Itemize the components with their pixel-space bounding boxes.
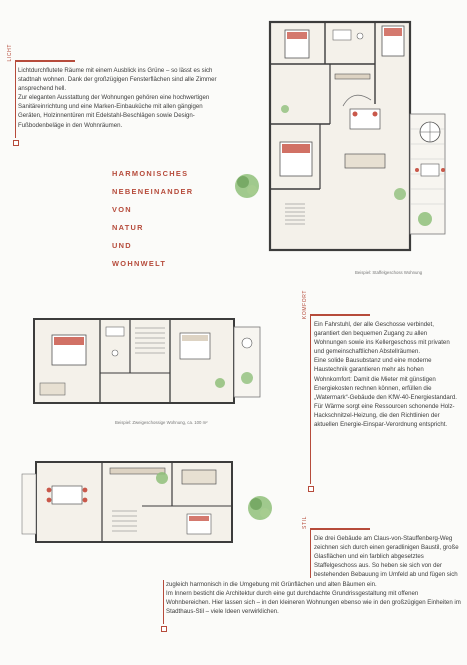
stil-left-rule — [310, 528, 311, 578]
tree-icon — [248, 496, 272, 520]
stil-paragraph-2: zugleich harmonisch in die Umgebung mit Grünflächen und alten Bäumen ein. — [166, 581, 377, 588]
komfort-top-rule — [310, 314, 370, 316]
plant-icon — [418, 212, 432, 226]
komfort-text — [314, 320, 459, 429]
plant-icon — [215, 378, 225, 388]
headline-line-6: WOHNWELT — [112, 259, 167, 268]
licht-paragraph-2: Zur eleganten Ausstattung der Wohnungen gehören eine hochwertigen Sanitäreinrichtung und eine Marken-Einbauküche mit allen gängigen Geräten, Holzinnentüren mit Edelstahl-Beschlägen sowie Design-Fußbodenbeläge in den Wohnräumen. — [18, 94, 210, 129]
floor-plan-zweigeschossig — [30, 313, 280, 413]
stil-top-rule — [310, 528, 370, 530]
stil-end-mark — [161, 626, 167, 632]
komfort-paragraph-1: Ein Fahrstuhl, der alle Geschosse verbindet, garantiert den bequemen Zugang zu allen Wohnungen sowie ins Kellergeschoss mit privaten und gemeinschaftlichen Abstellräumen. — [314, 321, 450, 356]
plant-icon — [156, 472, 168, 484]
komfort-end-mark — [308, 486, 314, 492]
floor-plan-staffelgeschoss — [225, 14, 455, 269]
section-tag-stil: STIL — [302, 516, 308, 529]
floor-plan-lower — [22, 456, 282, 556]
komfort-left-rule — [310, 314, 311, 484]
section-tag-komfort: KOMFORT — [302, 290, 308, 320]
stil-paragraph-1: Die drei Gebäude am Claus-von-Stauffenberg-Weg zeichnen sich durch einen geradlinigen Baustil, große Glasflächen und ein farblich abgesetztes Staffelgeschoss aus. So heben sie sich von der bestehenden Bebauung im Umfeld ab und fügen sich — [314, 535, 459, 579]
section-tag-licht: LICHT — [7, 44, 13, 62]
stil-lower-left-rule — [163, 580, 164, 624]
licht-top-rule — [15, 60, 75, 62]
headline-line-4: NATUR — [112, 223, 144, 232]
licht-paragraph-1: Lichtdurchflutete Räume mit einem Ausblick ins Grüne – so lässt es sich stadtnah wohnen. Dank der großzügigen Fensterflächen sind alle Zimmer ansprechend hell. — [18, 67, 217, 93]
headline — [112, 165, 193, 273]
headline-line-5: UND — [112, 241, 132, 250]
licht-left-rule — [15, 60, 16, 138]
headline-line-1: HARMONISCHES — [112, 169, 189, 178]
stil-text-upper — [314, 534, 459, 579]
umbrella-icon — [420, 122, 440, 142]
stil-paragraph-3: Im Innern besticht die Architektur durch eine gut durchdachte Grundrissgestaltung mit offenen Wohnbereichen. Hier lassen sich – in den kleineren Wohnungen ebenso wie in den großzügigen Einheiten im Stadthaus-Stil – viele Ideen verwirklichen. — [166, 590, 461, 616]
caption-zweigeschossig: Beispiel: Zweigeschossige Wohnung, ca. 100 m² — [115, 420, 208, 425]
caption-staffelgeschoss: Beispiel: Staffelgeschoss Wohnung — [355, 270, 423, 275]
stil-text-lower — [166, 580, 461, 616]
headline-line-2: NEBENEINANDER — [112, 187, 194, 196]
licht-end-mark — [13, 140, 19, 146]
licht-text — [18, 66, 223, 130]
tree-icon — [235, 174, 259, 198]
headline-line-3: VON — [112, 205, 132, 214]
komfort-paragraph-2: Eine solide Bausubstanz und eine moderne Haustechnik garantieren mehr als hohen Wohnkomfort: Damit die Mieter mit günstigen Energiekosten rechnen können, erfüllen die „Watermark“-Gebäude den KfW-40-Energiestandard. Für Wärme sorgt eine Ressourcen schonende Holz-Hackschnitzel-Heizung, die den Richtlinien der aktuellen Energie-Einspar-Verordnung entspricht. — [314, 357, 457, 429]
